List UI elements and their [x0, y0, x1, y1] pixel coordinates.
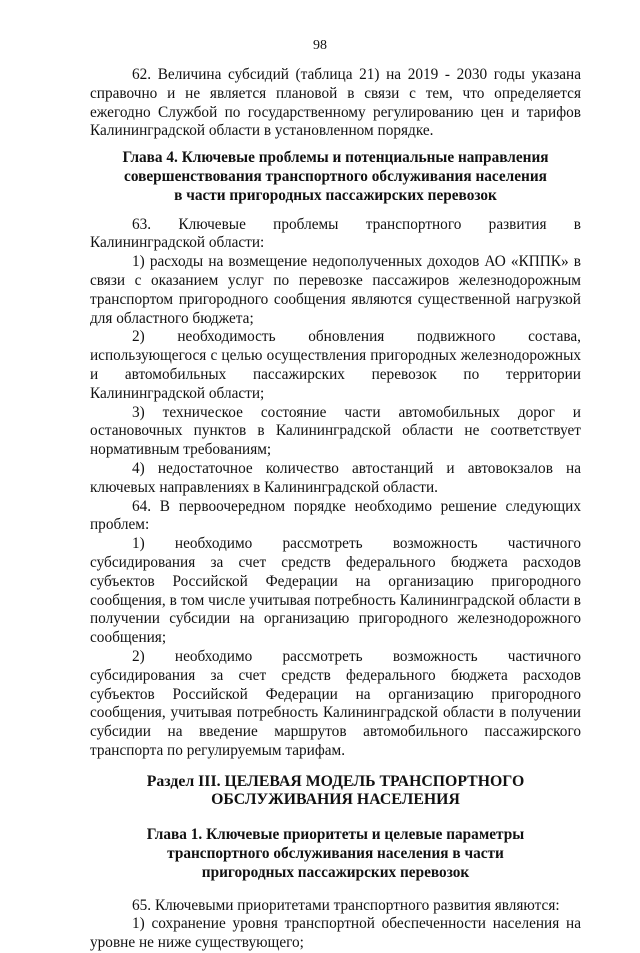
chapter-4-heading-line-2: совершенствования транспортного обслуживания населения — [124, 167, 547, 185]
chapter-4-heading-line-3: в части пригородных пассажирских перевозок — [174, 186, 497, 204]
paragraph-64: 64. В первоочередном порядке необходимо решение следующих проблем: — [90, 497, 581, 534]
chapter-1-heading-line-1: Глава 1. Ключевые приоритеты и целевые параметры — [146, 826, 525, 844]
paragraph-63: 63. Ключевые проблемы транспортного развития в Калининградской области: — [90, 215, 581, 252]
chapter-1-heading-line-2: транспортного обслуживания населения в части — [167, 845, 504, 863]
section-3-heading-line-2: ОБСЛУЖИВАНИЯ НАСЕЛЕНИЯ — [211, 791, 460, 809]
paragraph-63-item-2: 2) необходимость обновления подвижного состава, использующегося с целью осуществления пригородных железнодорожных и автомобильных пассажирских перевозок по территории Калининградской области; — [90, 328, 581, 402]
chapter-1-heading-line-3: пригородных пассажирских перевозок — [201, 863, 470, 881]
paragraph-62: 62. Величина субсидий (таблица 21) на 2019 - 2030 годы указана справочно и не является плановой в связи с тем, что определяется ежегодно Службой по государственному регулированию цен и тарифов Калининградской области в установленном порядке. — [90, 66, 581, 140]
paragraph-65-item-1: 1) сохранение уровня транспортной обеспеченности населения на уровне не ниже существующего; — [90, 915, 581, 952]
chapter-4-heading — [90, 149, 581, 205]
paragraph-63-item-1: 1) расходы на возмещение недополученных доходов АО «КППК» в связи с оказанием услуг по перевозке пассажиров железнодорожным транспортом пригородного сообщения являются существенной нагрузкой для областного бюджета; — [90, 253, 581, 327]
paragraph-63-item-3: 3) техническое состояние части автомобильных дорог и остановочных пунктов в Калининградской области не соответствует нормативным требованиям; — [90, 403, 581, 459]
paragraph-64-item-1: 1) необходимо рассмотреть возможность частичного субсидирования за счет средств федерального бюджета расходов субъектов Российской Федерации на организацию пригородного сообщения, в том числе учитывая потребность Калининградской области в получении субсидии на организацию пригородного железнодорожного сообщения; — [90, 535, 581, 647]
page-content — [90, 66, 581, 953]
page-number: 98 — [313, 38, 327, 53]
section-3-heading-line-1: Раздел III. ЦЕЛЕВАЯ МОДЕЛЬ ТРАНСПОРТНОГО — [146, 772, 525, 790]
chapter-1-heading — [90, 826, 581, 882]
paragraph-64-item-2: 2) необходимо рассмотреть возможность частичного субсидирования за счет средств федерального бюджета расходов субъектов Российской Федерации на организацию пригородного сообщения, учитывая потребность Калининградской области в получении субсидии на введение маршрутов автомобильного пассажирского транспорта по регулируемым тарифам. — [90, 647, 581, 759]
section-3-heading — [90, 773, 581, 811]
chapter-4-heading-line-1: Глава 4. Ключевые проблемы и потенциальные направления — [122, 149, 549, 167]
paragraph-65: 65. Ключевыми приоритетами транспортного развития являются: — [132, 896, 560, 914]
paragraph-63-item-4: 4) недостаточное количество автостанций и автовокзалов на ключевых направлениях в Калининградской области. — [90, 459, 581, 496]
